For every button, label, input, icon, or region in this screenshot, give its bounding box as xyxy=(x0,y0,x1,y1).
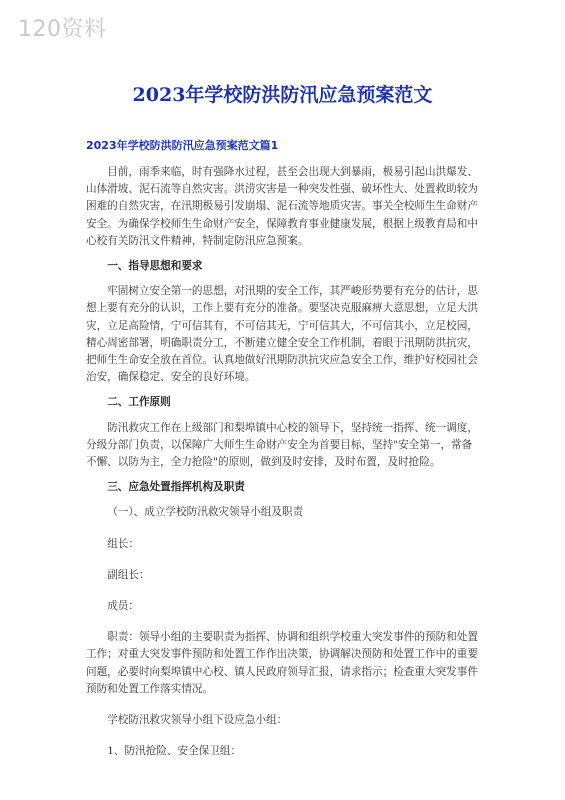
intro-paragraph: 目前，雨季来临，时有强降水过程，甚至会出现大到暴雨，极易引起山洪爆发、山体滑坡、泥石流等自然灾害。洪涝灾害是一种突发性强、破坏性大、处置救助较为困难的自然灾害，在汛期极易引发崩塌、泥石流等地质灾害。事关全校师生生命财产安全。为确保学校师生生命财产安全，保障教育事业健康发展，根据上级教育局和中心校有关防汛文件精神，特制定防汛应急预案。 xyxy=(86,166,478,247)
document-body xyxy=(86,164,478,760)
members-line: 成员： xyxy=(107,600,139,613)
subgroup-flood-rescue: 1、防汛抢险、安全保卫组： xyxy=(107,745,242,758)
deputy-leader-line: 副组长： xyxy=(107,568,150,581)
subgroups-intro: 学校防汛救灾领导小组下设应急小组： xyxy=(107,714,288,727)
section-title: 2023年学校防洪防汛应急预案范文篇1 xyxy=(86,139,279,152)
group-leader-line: 组长： xyxy=(107,537,139,550)
watermark: 120资料 xyxy=(18,17,107,42)
duties-paragraph: 职责：领导小组的主要职责为指挥、协调和组织学校重大突发事件的预防和处置工作；对重大突发事件预防和处置工作作出决策，协调解决预防和处置工作中的重要问题，必要时向梨埠镇中心校、镇人民政府领导汇报，请求指示；检查重大突发事件预防和处置工作落实情况。 xyxy=(86,631,478,695)
heading-guiding-ideology: 一、指导思想和要求 xyxy=(107,260,203,273)
document-title: 2023年学校防洪防汛应急预案范文 xyxy=(132,84,433,106)
subheading-leading-group: （一）、成立学校防汛救灾领导小组及职责 xyxy=(107,506,304,519)
heading-command-structure: 三、应急处置指挥机构及职责 xyxy=(107,481,245,494)
paragraph-work-principles: 防汛救灾工作在上级部门和梨埠镇中心校的领导下，坚持统一指挥、统一调度，分级分部门负责，以保障广大师生生命财产安全为首要目标，坚持"安全第一，常备不懈、以防为主，全力抢险"的原则，做到及时安排，及时布置，及时抢险。 xyxy=(86,421,478,469)
heading-work-principles: 二、工作原则 xyxy=(107,396,171,409)
paragraph-guiding-ideology: 牢固树立安全第一的思想，对汛期的安全工作，其严峻形势要有充分的估计，思想上要有充分的认识，工作上要有充分的准备。要坚决克服麻痹大意思想，立足大洪灾，立足高险情，宁可信其有，不可信其无，宁可信其大，不可信其小，立足校园，精心周密部署，明确职责分工，不断建立健全安全工作机制，着眼于汛期防洪抗灾，把师生生命安全放在首位。认真地做好汛期防洪抗灾应急安全工作，维护好校园社会治安，确保稳定、安全的良好环境。 xyxy=(86,285,478,384)
